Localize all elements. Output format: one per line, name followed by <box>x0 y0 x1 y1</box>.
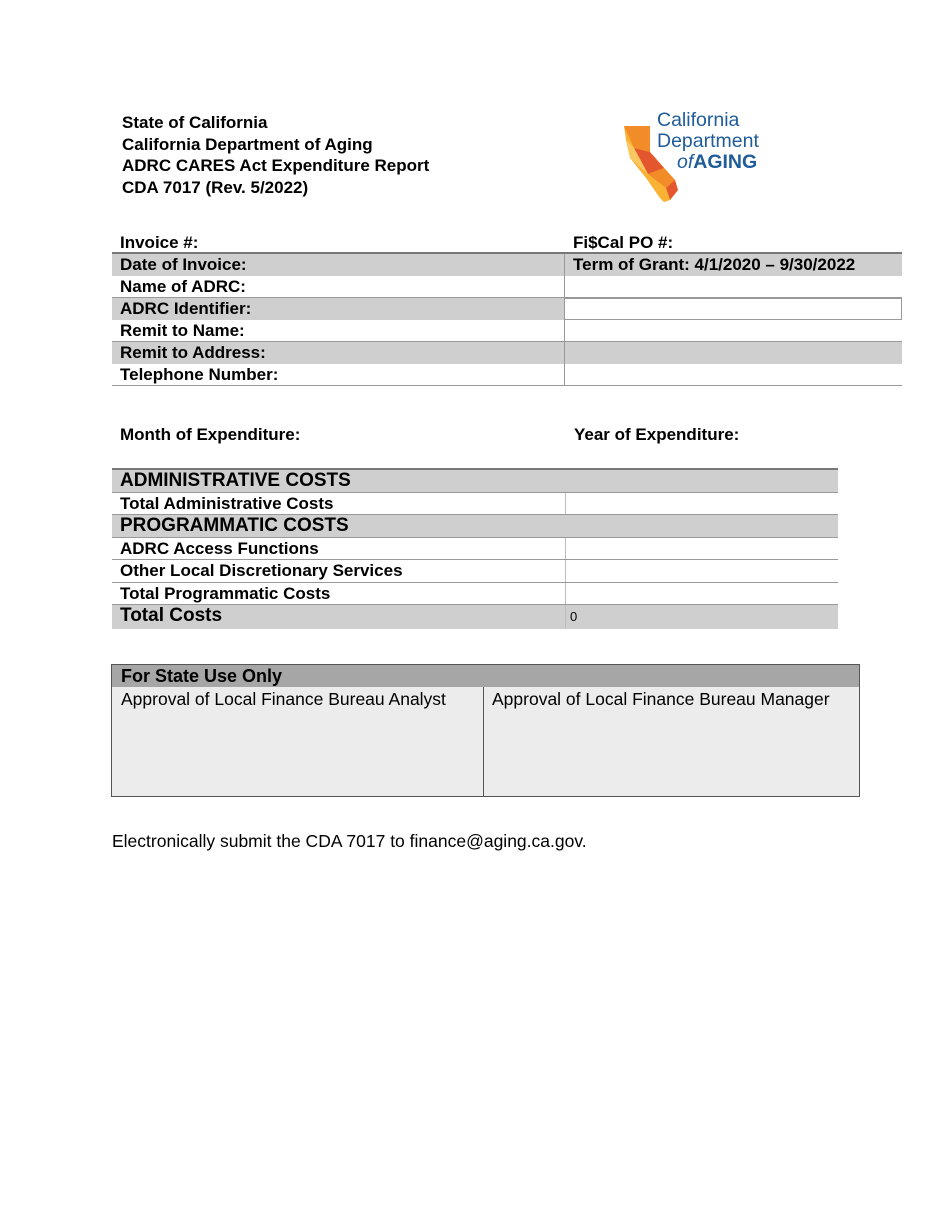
manager-approval-cell[interactable] <box>483 687 860 797</box>
logo-line-aging <box>657 152 759 173</box>
header-report-title: ADRC CARES Act Expenditure Report <box>122 156 430 175</box>
expenditure-period-row <box>112 425 902 447</box>
access-functions-row <box>112 538 838 561</box>
other-services-row <box>112 560 838 583</box>
remit-name-label: Remit to Name: <box>112 320 565 342</box>
report-header <box>122 112 429 198</box>
state-use-table <box>111 664 860 797</box>
programmatic-costs-header <box>112 515 838 538</box>
programmatic-costs-title: PROGRAMMATIC COSTS <box>120 515 349 536</box>
logo-of: of <box>677 151 694 173</box>
administrative-costs-header <box>112 470 838 493</box>
access-functions-field[interactable] <box>565 538 838 560</box>
term-of-grant-label: Term of Grant: 4/1/2020 – 9/30/2022 <box>565 254 902 276</box>
logo-line-california: California <box>657 109 740 131</box>
total-admin-field[interactable] <box>565 493 838 515</box>
remit-address-row <box>112 342 902 364</box>
costs-table <box>112 468 838 629</box>
adrc-identifier-label: ADRC Identifier: <box>112 298 565 320</box>
fiscal-po-label: Fi$Cal PO #: <box>573 233 674 252</box>
invoice-info-table <box>112 232 902 386</box>
total-admin-label: Total Administrative Costs <box>120 493 334 513</box>
state-use-header: For State Use Only <box>112 665 859 687</box>
total-programmatic-label: Total Programmatic Costs <box>120 583 331 603</box>
logo-wordmark <box>657 110 759 173</box>
total-admin-row <box>112 493 838 516</box>
header-department: California Department of Aging <box>122 134 373 154</box>
submission-note: Electronically submit the CDA 7017 to finance@aging.ca.gov. <box>112 831 587 851</box>
total-costs-value: 0 <box>565 605 838 629</box>
manager-approval-label: Approval of Local Finance Bureau Manager <box>492 689 830 709</box>
adrc-name-label: Name of ADRC: <box>112 276 565 298</box>
total-costs-row <box>112 605 838 629</box>
remit-address-label: Remit to Address: <box>112 342 565 364</box>
telephone-row <box>112 364 902 386</box>
invoice-row <box>112 232 902 254</box>
access-functions-label: ADRC Access Functions <box>120 538 319 558</box>
total-costs-label: Total Costs <box>120 605 223 626</box>
header-form-number: CDA 7017 (Rev. 5/2022) <box>122 177 309 197</box>
telephone-label: Telephone Number: <box>112 364 565 386</box>
date-row <box>112 254 902 276</box>
cda-logo <box>620 110 790 205</box>
analyst-approval-label: Approval of Local Finance Bureau Analyst <box>121 689 446 709</box>
other-services-label: Other Local Discretionary Services <box>120 561 403 580</box>
telephone-field[interactable] <box>565 364 902 386</box>
analyst-approval-cell[interactable] <box>112 687 483 797</box>
remit-name-field[interactable] <box>565 320 902 342</box>
remit-address-field[interactable] <box>565 342 902 364</box>
administrative-costs-title: ADMINISTRATIVE COSTS <box>120 470 351 491</box>
header-state: State of California <box>122 113 268 132</box>
invoice-number-label: Invoice #: <box>120 233 199 252</box>
total-programmatic-row <box>112 583 838 606</box>
logo-line-department: Department <box>657 130 759 152</box>
adrc-name-row <box>112 276 902 298</box>
date-of-invoice-label: Date of Invoice: <box>112 254 565 276</box>
year-of-expenditure-label: Year of Expenditure: <box>574 425 740 444</box>
total-programmatic-field[interactable] <box>565 583 838 605</box>
month-of-expenditure-label: Month of Expenditure: <box>120 425 301 444</box>
adrc-name-field[interactable] <box>565 276 902 298</box>
remit-name-row <box>112 320 902 342</box>
other-services-field[interactable] <box>565 560 838 582</box>
logo-aging: AGING <box>693 151 758 173</box>
adrc-identifier-field[interactable] <box>565 298 902 320</box>
adrc-identifier-row <box>112 298 902 320</box>
